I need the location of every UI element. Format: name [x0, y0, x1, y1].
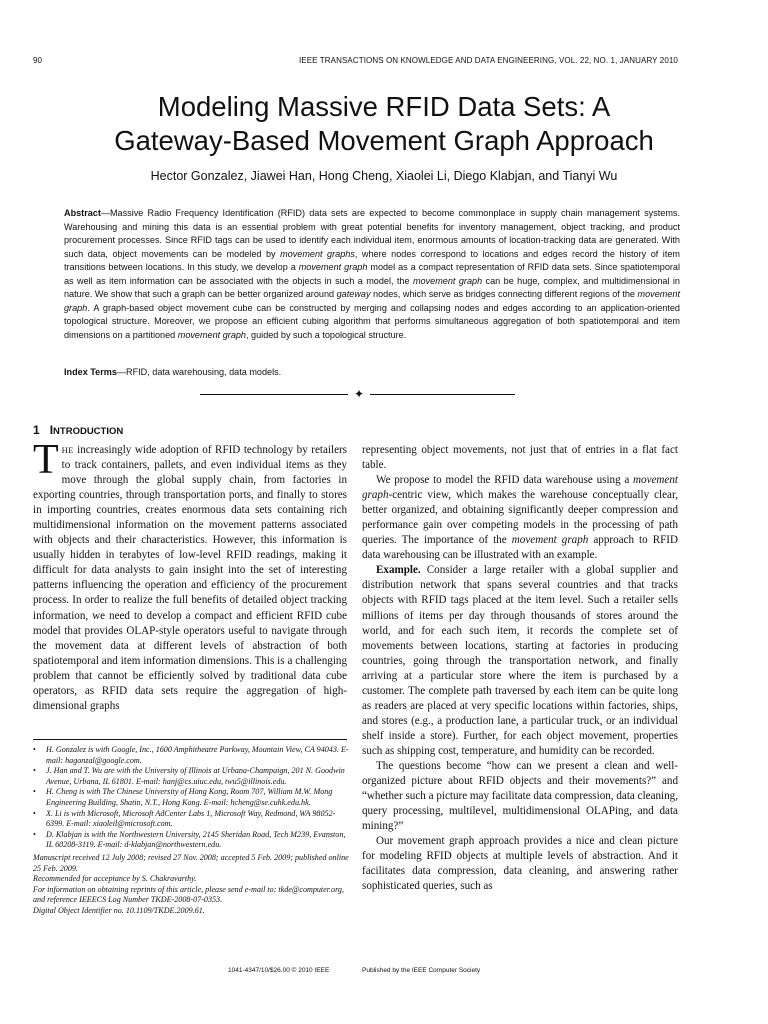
- paragraph: Our movement graph approach provides a nice and clean picture for modeling RFID objects at multiple levels of abstraction. And it facilitates data compression, data cleaning, and answering rather sophisticated queries, such as: [362, 835, 678, 893]
- emphasis: movement graph: [511, 534, 589, 547]
- bullet-icon: •: [33, 766, 36, 776]
- section-number: 1: [33, 423, 40, 437]
- paragraph-text: Consider a large retailer with a global supplier and distribution network that spans several countries and that tracks objects with RFID tags placed at the item level. Such a retailer sells millions of items per day through thousands of stores around the world, and for each such item, it records the complete set of movements between locations, starting at factories in producing countries, going through the transportation network, and finally arriving at a particular store where the item is purchased by a customer. The complete path traversed by each item can be quite long as readers are placed at very specific locations within factories, ships, and stores (e.g., a production lane, a particular truck, or an individual shelf inside a store). Further, for each object movement, properties such as shipping cost, temperature, and humidity can be recorded.: [362, 564, 678, 757]
- affiliation-text: J. Han and T. Wu are with the University of Illinois at Urbana-Champaign, 201 N. Goodwin Avenue, Urbana, IL 61801. E-mail: hanj@cs.uiuc.edu, twu5@illinois.edu.: [46, 766, 345, 786]
- abstract-text: model as a compact representation of RFID data sets. Since spatiotemporal as well as item information can be associated with the objects in such a model, the: [64, 262, 680, 286]
- abstract-text: . A graph-based object movement cube can be constructed by merging and collapsing nodes and edges according to an application-oriented topological structure. Moreover, we propose an efficient cubing algorithm that performs simultaneous aggregation of both spatiotemporal and item dimensions on a partitioned: [64, 302, 680, 340]
- reprints-info: For information on obtaining reprints of this article, please send e-mail to: tkde@computer.org, and reference IEEECS Log Number TKDE-2008-07-0353.: [33, 884, 345, 905]
- running-head: IEEE TRANSACTIONS ON KNOWLEDGE AND DATA ENGINEERING, VOL. 22, NO. 1, JANUARY 2010: [298, 56, 678, 65]
- abstract-text: , guided by such a topological structure.: [246, 329, 407, 340]
- page-number: 90: [33, 56, 42, 65]
- title-line-1: Modeling Massive RFID Data Sets: A: [157, 91, 611, 122]
- footnotes: [33, 745, 353, 917]
- paragraph-text: -centric view, which makes the warehouse conceptually clear, better organized, and obtaining significantly deeper compression and performance gain over competing models in the processing of path queries. The importance of the: [362, 489, 678, 547]
- abstract-text: can be huge, complex, and multidimensional in nature. We show that such a graph can be better organized around: [64, 275, 680, 299]
- manuscript-history: Manuscript received 12 July 2008; revised 27 Nov. 2008; accepted 5 Feb. 2009; published online 25 Feb. 2009.: [33, 852, 349, 873]
- affiliation-list: [33, 745, 353, 851]
- affiliation-item: [33, 830, 353, 851]
- title-line-2: Gateway-Based Movement Graph Approach: [114, 125, 654, 156]
- author-list: Hector Gonzalez, Jiawei Han, Hong Cheng, Xiaolei Li, Diego Klabjan, and Tianyi Wu: [150, 169, 618, 183]
- emphasis: movement graph: [362, 474, 678, 502]
- paragraph: representing object movements, not just that of entries in a flat fact table.: [362, 444, 678, 472]
- index-terms: [64, 367, 281, 377]
- smallcaps-lead: HE: [61, 445, 74, 455]
- abstract-label: Abstract: [64, 208, 101, 218]
- abstract-emphasis: gateway: [336, 289, 371, 299]
- copyright-line: 1041-4347/10/$26.00 © 2010 IEEE: [228, 967, 330, 974]
- affiliation-item: [33, 787, 353, 808]
- paragraph-text: approach to RFID data warehousing can be illustrated with an example.: [362, 534, 679, 562]
- bullet-icon: •: [33, 829, 36, 839]
- abstract-emphasis: movement graph: [412, 275, 483, 286]
- paragraph-text: We propose to model the RFID data warehouse using a: [376, 474, 634, 487]
- index-terms-label: Index Terms: [64, 367, 117, 377]
- publisher-line: Published by the IEEE Computer Society: [362, 967, 481, 974]
- abstract-emphasis: movement graph: [177, 329, 246, 340]
- affiliation-item: [33, 809, 353, 830]
- bullet-icon: •: [33, 787, 36, 797]
- paper-title: [0, 90, 768, 158]
- divider-ornament-icon: ✦: [348, 388, 370, 400]
- affiliation-item: [33, 766, 353, 787]
- abstract-emphasis: movement graph: [298, 262, 368, 272]
- abstract: [64, 207, 680, 342]
- affiliation-item: [33, 745, 353, 766]
- footnote-rule: [33, 739, 347, 740]
- drop-cap: T: [33, 437, 59, 483]
- abstract-text: Massive Radio Frequency Identification (RFID) data sets are expected to become commonplace in supply chain management systems. Warehousing and mining this data is an essential problem with great potential benefits for inventory management, object tracking, and product procurement processes. Since RFID tags can be used to identify each individual item, enormous amounts of location-tracking data are generated. With such data, object movements can be modeled by: [64, 208, 680, 259]
- affiliation-text: H. Gonzalez is with Google, Inc., 1600 Amphitheatre Parkway, Mountain View, CA 94043. E-mail: hagonzal@google.com.: [46, 745, 349, 765]
- paragraph-text: increasingly wide adoption of RFID technology by retailers to track containers, pallets, and even individual items as they move through the global supply chain, from factories in exporting countries, through transportation ports, and finally to stores in importing countries, creates enormous data sets containing rich multidimensional information on the movement patterns associated with objects and their characteristics. However, this information is usually hidden in terabytes of low-level RFID readings, making it difficult for data analysts to gain insight into the set of interesting patterns influencing the operation and efficiency of the procurement process. In order to realize the full benefits of detailed object tracking information, we need to develop a compact and efficient RFID cube model that provides OLAP-style operators useful to navigate through the movement data at different levels of abstraction of both spatiotemporal and item information dimensions. This is a challenging problem that cannot be efficiently solved by traditional data cube operators, as RFID data sets require the aggregation of high-dimensional graphs: [33, 444, 347, 712]
- bullet-icon: •: [33, 808, 36, 818]
- recommended-by: Recommended for acceptance by S. Chakravarthy.: [33, 874, 197, 884]
- abstract-text: nodes, which serve as bridges connecting different regions of the: [370, 289, 638, 299]
- abstract-dash: —: [100, 208, 110, 218]
- section-heading: [33, 423, 123, 437]
- paragraph: The questions become “how can we present a clean and well-organized picture about RFID objects and their movements?” and “whether such a picture may facilitate data compression, data cleaning, query processing, multilevel, multidimensional OLAPing, and data mining?”: [362, 759, 678, 833]
- abstract-emphasis: movement graph: [64, 289, 680, 313]
- abstract-emphasis: movement graphs: [280, 248, 355, 259]
- example-paragraph: [362, 563, 678, 759]
- right-column: [362, 443, 678, 894]
- left-column: [33, 437, 347, 714]
- index-terms-dash: —: [116, 367, 126, 377]
- example-label: Example.: [376, 564, 421, 577]
- paragraph: [362, 473, 678, 563]
- affiliation-text: X. Li is with Microsoft, Microsoft AdCenter Labs 1, Microsoft Way, Redmond, WA 98052-6399. E-mail: xiaoleil@microsoft.com.: [46, 808, 336, 829]
- affiliation-text: D. Klabjan is with the Northwestern University, 2145 Sheridan Road, Tech M239, Evanston, IL 60208-3119. E-mail: d-klabjan@northwestern.edu.: [46, 829, 346, 850]
- abstract-text: , where nodes correspond to locations and edges record the history of item transitions between locations. In this study, we develop a: [64, 248, 680, 272]
- section-title-rest: NTRODUCTION: [53, 426, 124, 437]
- index-terms-text: RFID, data warehousing, data models.: [126, 367, 282, 377]
- bullet-icon: •: [33, 745, 36, 754]
- intro-paragraph: [33, 437, 347, 714]
- doi: Digital Object Identifier no. 10.1109/TKDE.2009.61.: [33, 905, 205, 915]
- affiliation-text: H. Cheng is with The Chinese University of Hong Kong, Room 707, William M.W. Mong Engineering Building, Shatin, N.T., Hong Kong. E-mail: hcheng@se.cuhk.edu.hk.: [46, 787, 333, 807]
- section-title-initial: I: [49, 423, 54, 437]
